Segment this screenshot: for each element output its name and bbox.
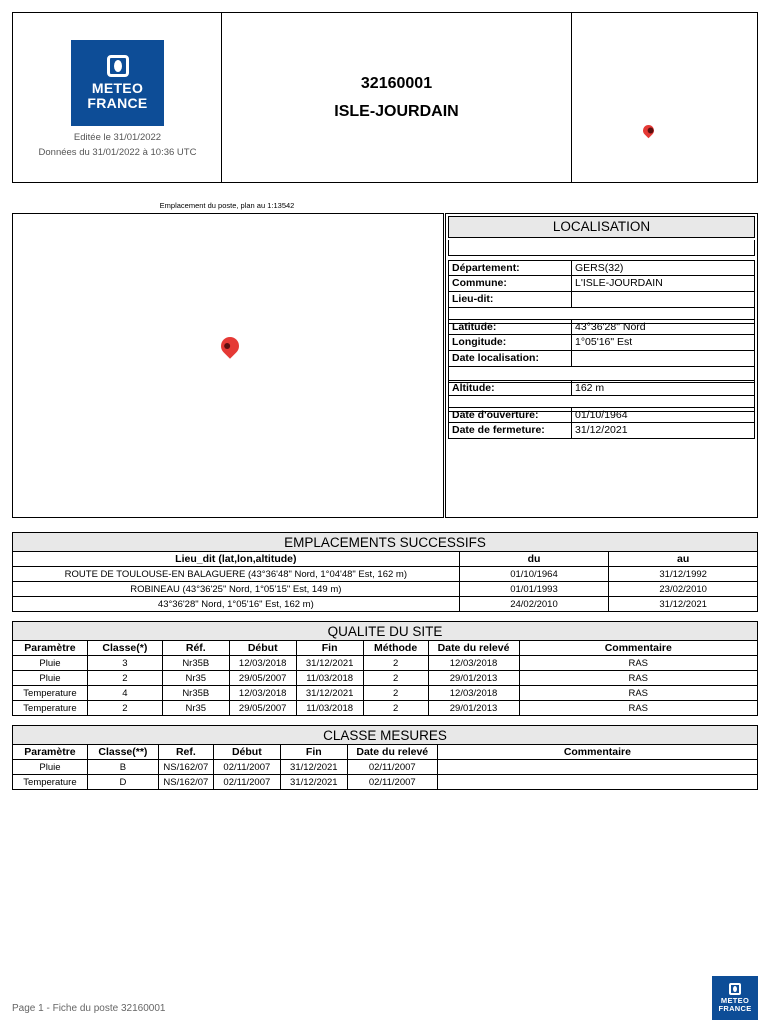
table-cell: ROBINEAU (43°36'25" Nord, 1°05'15" Est, 149 m) xyxy=(13,582,460,597)
table-cell: 2 xyxy=(363,686,428,701)
header-middle xyxy=(222,13,572,182)
fermeture-label: Date de fermeture: xyxy=(449,423,572,438)
emplacements-table xyxy=(12,532,758,612)
column-header: Début xyxy=(229,641,296,656)
table-cell: Nr35 xyxy=(162,701,229,716)
table-cell: 29/01/2013 xyxy=(428,701,519,716)
column-header: Début xyxy=(213,745,280,760)
longitude-value: 1°05'16" Est xyxy=(575,336,633,348)
localisation-spacer xyxy=(448,240,755,256)
altitude-value: 162 m xyxy=(575,382,605,394)
localisation-panel xyxy=(445,213,758,518)
station-map xyxy=(12,213,444,518)
table-cell: 2 xyxy=(87,671,162,686)
edited-date: Editée le 31/01/2022 xyxy=(73,132,162,143)
table-cell: B xyxy=(87,760,158,775)
table-cell: 2 xyxy=(363,701,428,716)
table-cell: RAS xyxy=(519,686,757,701)
altitude-label: Altitude: xyxy=(449,381,572,395)
departement-label: Département: xyxy=(449,261,572,275)
date-localisation-row xyxy=(448,351,755,367)
map-caption: Emplacement du poste, plan au 1:13542 xyxy=(159,201,295,210)
column-header: Fin xyxy=(296,641,363,656)
column-header: Lieu_dit (lat,lon,altitude) xyxy=(13,552,460,567)
logo-text-line1: METEO xyxy=(720,996,750,1005)
table-cell: NS/162/07 xyxy=(158,760,213,775)
table-cell: 24/02/2010 xyxy=(459,597,609,612)
table-cell: 11/03/2018 xyxy=(296,701,363,716)
table-row xyxy=(13,775,758,790)
table-cell: Nr35 xyxy=(162,671,229,686)
date-localisation-value xyxy=(572,351,754,366)
column-header: Classe(*) xyxy=(87,641,162,656)
longitude-row xyxy=(448,335,755,351)
table-cell: 3 xyxy=(87,656,162,671)
table-cell: Nr35B xyxy=(162,656,229,671)
table-cell: 02/11/2007 xyxy=(213,775,280,790)
column-header: Date du relevé xyxy=(347,745,437,760)
column-header: Paramètre xyxy=(13,745,88,760)
footer-meteo-france-logo xyxy=(712,976,758,1020)
station-name: ISLE-JOURDAIN xyxy=(334,102,459,120)
header-box xyxy=(12,12,758,183)
latitude-row xyxy=(448,319,755,335)
column-header: Réf. xyxy=(162,641,229,656)
qualite-title: QUALITE DU SITE xyxy=(13,622,758,641)
table-cell: RAS xyxy=(519,656,757,671)
column-header: au xyxy=(609,552,758,567)
ouverture-row xyxy=(448,407,755,423)
table-cell: 02/11/2007 xyxy=(213,760,280,775)
header-overview-map xyxy=(572,13,757,182)
table-cell: 4 xyxy=(87,686,162,701)
logo-mark-icon xyxy=(107,55,129,77)
table-cell: 29/05/2007 xyxy=(229,671,296,686)
table-cell: Temperature xyxy=(13,701,88,716)
logo-text-line2: FRANCE xyxy=(718,1004,752,1013)
table-cell: Pluie xyxy=(13,656,88,671)
page-footer: Page 1 - Fiche du poste 32160001 xyxy=(12,1003,166,1014)
column-header: Ref. xyxy=(158,745,213,760)
table-cell: 31/12/2021 xyxy=(280,775,347,790)
table-cell: 29/01/2013 xyxy=(428,671,519,686)
qualite-table xyxy=(12,621,758,716)
data-date: Données du 31/01/2022 à 10:36 UTC xyxy=(38,147,197,158)
column-header: Date du relevé xyxy=(428,641,519,656)
table-cell: 31/12/2021 xyxy=(296,656,363,671)
classe-mesures-table xyxy=(12,725,758,790)
table-cell: D xyxy=(87,775,158,790)
table-cell: 12/03/2018 xyxy=(229,656,296,671)
lieu-dit-value xyxy=(572,292,754,307)
table-cell: RAS xyxy=(519,701,757,716)
fermeture-value: 31/12/2021 xyxy=(575,424,628,436)
longitude-label: Longitude: xyxy=(449,335,572,350)
departement-value: GERS(32) xyxy=(575,262,624,274)
table-row xyxy=(13,701,758,716)
table-cell: 31/12/2021 xyxy=(609,597,758,612)
table-cell: NS/162/07 xyxy=(158,775,213,790)
ouverture-label: Date d'ouverture: xyxy=(449,408,572,422)
table-cell: 12/03/2018 xyxy=(428,686,519,701)
classe-header-row xyxy=(13,745,758,760)
table-cell: 31/12/2021 xyxy=(296,686,363,701)
date-localisation-label: Date localisation: xyxy=(449,351,572,366)
localisation-title: LOCALISATION xyxy=(448,216,755,238)
table-cell: 01/10/1964 xyxy=(459,567,609,582)
table-row xyxy=(13,582,758,597)
overview-map-pin-icon xyxy=(641,123,657,139)
table-cell: 23/02/2010 xyxy=(609,582,758,597)
table-row xyxy=(13,656,758,671)
ouverture-value: 01/10/1964 xyxy=(575,409,628,421)
table-row xyxy=(13,760,758,775)
qualite-header-row xyxy=(13,641,758,656)
table-row xyxy=(13,686,758,701)
latitude-label: Latitude: xyxy=(449,320,572,334)
logo-text-line1: METEO xyxy=(91,80,144,96)
table-cell xyxy=(437,775,757,790)
table-cell: 2 xyxy=(87,701,162,716)
table-cell: 2 xyxy=(363,671,428,686)
fermeture-row xyxy=(448,423,755,439)
table-cell xyxy=(437,760,757,775)
logo-text-line2: FRANCE xyxy=(87,95,148,111)
emplacements-title: EMPLACEMENTS SUCCESSIFS xyxy=(13,533,758,552)
column-header: Paramètre xyxy=(13,641,88,656)
table-row xyxy=(13,597,758,612)
table-cell: Nr35B xyxy=(162,686,229,701)
commune-label: Commune: xyxy=(449,276,572,291)
table-cell: Temperature xyxy=(13,686,88,701)
table-cell: RAS xyxy=(519,671,757,686)
table-row xyxy=(13,671,758,686)
table-cell: Pluie xyxy=(13,760,88,775)
column-header: Commentaire xyxy=(519,641,757,656)
table-cell: 02/11/2007 xyxy=(347,775,437,790)
lieu-dit-label: Lieu-dit: xyxy=(449,292,572,307)
table-cell: Pluie xyxy=(13,671,88,686)
table-cell: 29/05/2007 xyxy=(229,701,296,716)
table-cell: 12/03/2018 xyxy=(428,656,519,671)
table-cell: ROUTE DE TOULOUSE-EN BALAGUERE (43°36'48" Nord, 1°04'48" Est, 162 m) xyxy=(13,567,460,582)
column-header: Classe(**) xyxy=(87,745,158,760)
table-cell: 12/03/2018 xyxy=(229,686,296,701)
table-cell: 01/01/1993 xyxy=(459,582,609,597)
meteo-france-logo xyxy=(71,40,164,126)
table-cell: Temperature xyxy=(13,775,88,790)
station-map-pin-icon xyxy=(217,333,242,358)
column-header: du xyxy=(459,552,609,567)
station-id: 32160001 xyxy=(360,74,433,92)
emplacements-header-row xyxy=(13,552,758,567)
altitude-row xyxy=(448,380,755,396)
table-cell: 31/12/1992 xyxy=(609,567,758,582)
column-header: Fin xyxy=(280,745,347,760)
table-cell: 2 xyxy=(363,656,428,671)
table-row xyxy=(13,567,758,582)
table-cell: 11/03/2018 xyxy=(296,671,363,686)
commune-value: L'ISLE-JOURDAIN xyxy=(575,277,663,289)
latitude-value: 43°36'28" Nord xyxy=(575,321,646,333)
commune-row xyxy=(448,276,755,292)
column-header: Commentaire xyxy=(437,745,757,760)
header-left xyxy=(13,13,222,182)
departement-row xyxy=(448,260,755,276)
classe-mesures-title: CLASSE MESURES xyxy=(13,726,758,745)
table-cell: 31/12/2021 xyxy=(280,760,347,775)
table-cell: 02/11/2007 xyxy=(347,760,437,775)
lieu-dit-row xyxy=(448,292,755,308)
logo-mark-icon xyxy=(729,983,741,995)
table-cell: 43°36'28" Nord, 1°05'16" Est, 162 m) xyxy=(13,597,460,612)
column-header: Méthode xyxy=(363,641,428,656)
